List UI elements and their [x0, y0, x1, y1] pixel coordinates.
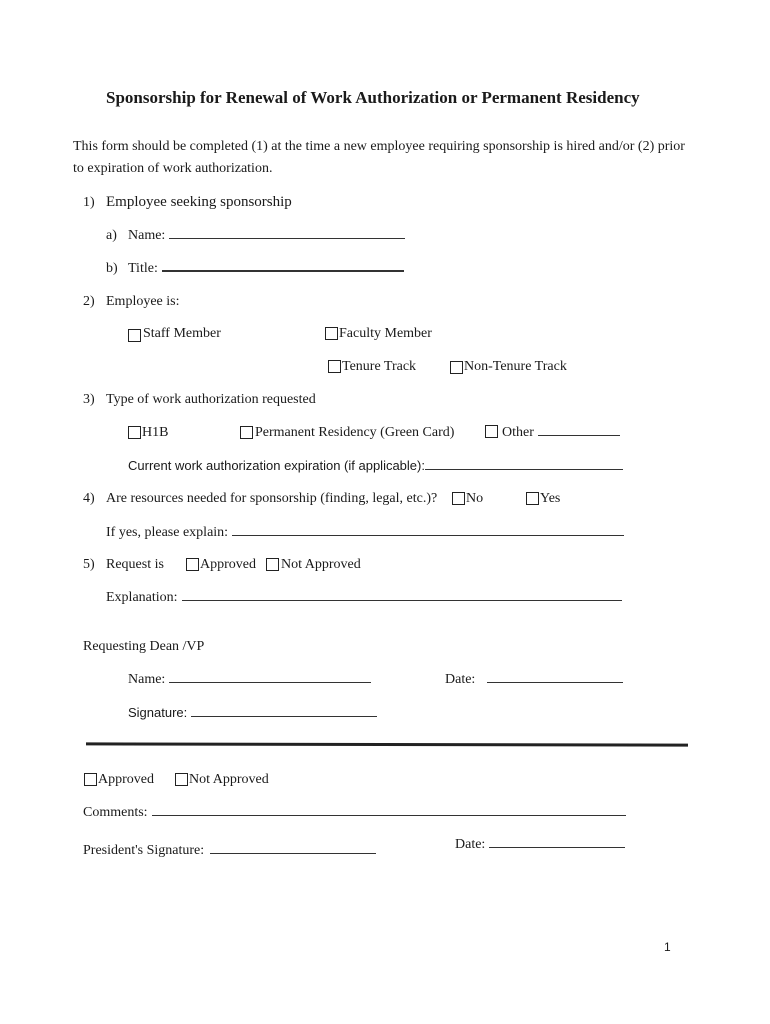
- resources-no-checkbox[interactable]: [452, 492, 465, 505]
- q3-number: 3): [83, 392, 95, 407]
- explain-field[interactable]: [106, 525, 624, 541]
- dean-heading: Requesting Dean /VP: [83, 639, 205, 654]
- other-field[interactable]: [502, 425, 620, 441]
- faculty-member-label: Faculty Member: [339, 326, 432, 341]
- q2-number: 2): [83, 294, 95, 309]
- request-not-approved-label: Not Approved: [281, 557, 361, 572]
- permanent-residency-checkbox[interactable]: [240, 426, 253, 439]
- title-field[interactable]: [128, 261, 404, 277]
- q2-label: Employee is:: [106, 294, 180, 309]
- explanation-line: [182, 599, 622, 601]
- other-line: [538, 434, 620, 436]
- comments-line: [152, 814, 626, 816]
- dean-name-field[interactable]: [128, 672, 371, 688]
- request-not-approved-checkbox[interactable]: [266, 558, 279, 571]
- dean-date-field[interactable]: [445, 672, 623, 688]
- title-label: Title:: [128, 261, 158, 276]
- president-signature-label: President's Signature:: [83, 843, 205, 858]
- other-checkbox[interactable]: [485, 425, 498, 438]
- name-label: Name:: [128, 228, 166, 243]
- comments-label: Comments:: [83, 805, 148, 820]
- page-title: Sponsorship for Renewal of Work Authorization or Permanent Residency: [106, 88, 640, 107]
- intro-line-2: to expiration of work authorization.: [73, 161, 273, 176]
- q5-number: 5): [83, 557, 95, 572]
- dean-date-line: [487, 681, 623, 683]
- explanation-field[interactable]: [106, 590, 622, 606]
- resources-yes-label: Yes: [540, 491, 561, 506]
- staff-member-checkbox[interactable]: [128, 329, 141, 342]
- intro-line-1: This form should be completed (1) at the time a new employee requiring sponsorship is hired and/or (2) prior: [73, 139, 685, 154]
- dean-signature-field[interactable]: [128, 705, 377, 720]
- resources-no-label: No: [466, 491, 484, 506]
- section-divider: [86, 742, 688, 746]
- q1a-number: a): [106, 228, 117, 243]
- request-approved-label: Approved: [200, 557, 256, 572]
- permanent-residency-label: Permanent Residency (Green Card): [255, 425, 455, 440]
- staff-member-label: Staff Member: [143, 326, 221, 341]
- explanation-label: Explanation:: [106, 590, 178, 605]
- explain-label: If yes, please explain:: [106, 525, 229, 540]
- comments-field[interactable]: [83, 805, 626, 821]
- dean-name-line: [169, 681, 371, 683]
- name-field[interactable]: [128, 228, 405, 244]
- page-number: 1: [664, 940, 671, 954]
- q1-label: Employee seeking sponsorship: [106, 194, 292, 210]
- president-date-label: Date:: [455, 837, 486, 852]
- q1b-number: b): [106, 261, 118, 276]
- expiration-line: [425, 468, 623, 470]
- resources-yes-checkbox[interactable]: [526, 492, 539, 505]
- q4-label: Are resources needed for sponsorship (finding, legal, etc.)?: [106, 491, 438, 506]
- dean-signature-line: [191, 715, 377, 717]
- q4-number: 4): [83, 491, 95, 506]
- tenure-track-checkbox[interactable]: [328, 360, 341, 373]
- name-line: [169, 237, 405, 239]
- president-approved-label: Approved: [98, 772, 154, 787]
- faculty-member-checkbox[interactable]: [325, 327, 338, 340]
- expiration-label: Current work authorization expiration (if applicable):: [128, 458, 425, 473]
- president-approved-checkbox[interactable]: [84, 773, 97, 786]
- explain-line: [232, 534, 624, 536]
- q3-label: Type of work authorization requested: [106, 392, 316, 407]
- title-line: [162, 269, 404, 272]
- president-signature-field[interactable]: [83, 843, 376, 859]
- president-not-approved-checkbox[interactable]: [175, 773, 188, 786]
- president-not-approved-label: Not Approved: [189, 772, 269, 787]
- president-signature-line: [210, 852, 376, 854]
- expiration-field[interactable]: [128, 458, 623, 473]
- dean-date-label: Date:: [445, 672, 476, 687]
- request-approved-checkbox[interactable]: [186, 558, 199, 571]
- president-date-field[interactable]: [455, 837, 625, 853]
- president-date-line: [489, 846, 625, 848]
- h1b-label: H1B: [142, 425, 169, 440]
- non-tenure-track-label: Non-Tenure Track: [464, 359, 567, 374]
- q1-number: 1): [83, 195, 95, 210]
- dean-signature-label: Signature:: [128, 705, 188, 720]
- other-label: Other: [502, 425, 534, 440]
- tenure-track-label: Tenure Track: [342, 359, 417, 374]
- h1b-checkbox[interactable]: [128, 426, 141, 439]
- q5-label: Request is: [106, 557, 164, 572]
- dean-name-label: Name:: [128, 672, 166, 687]
- non-tenure-track-checkbox[interactable]: [450, 361, 463, 374]
